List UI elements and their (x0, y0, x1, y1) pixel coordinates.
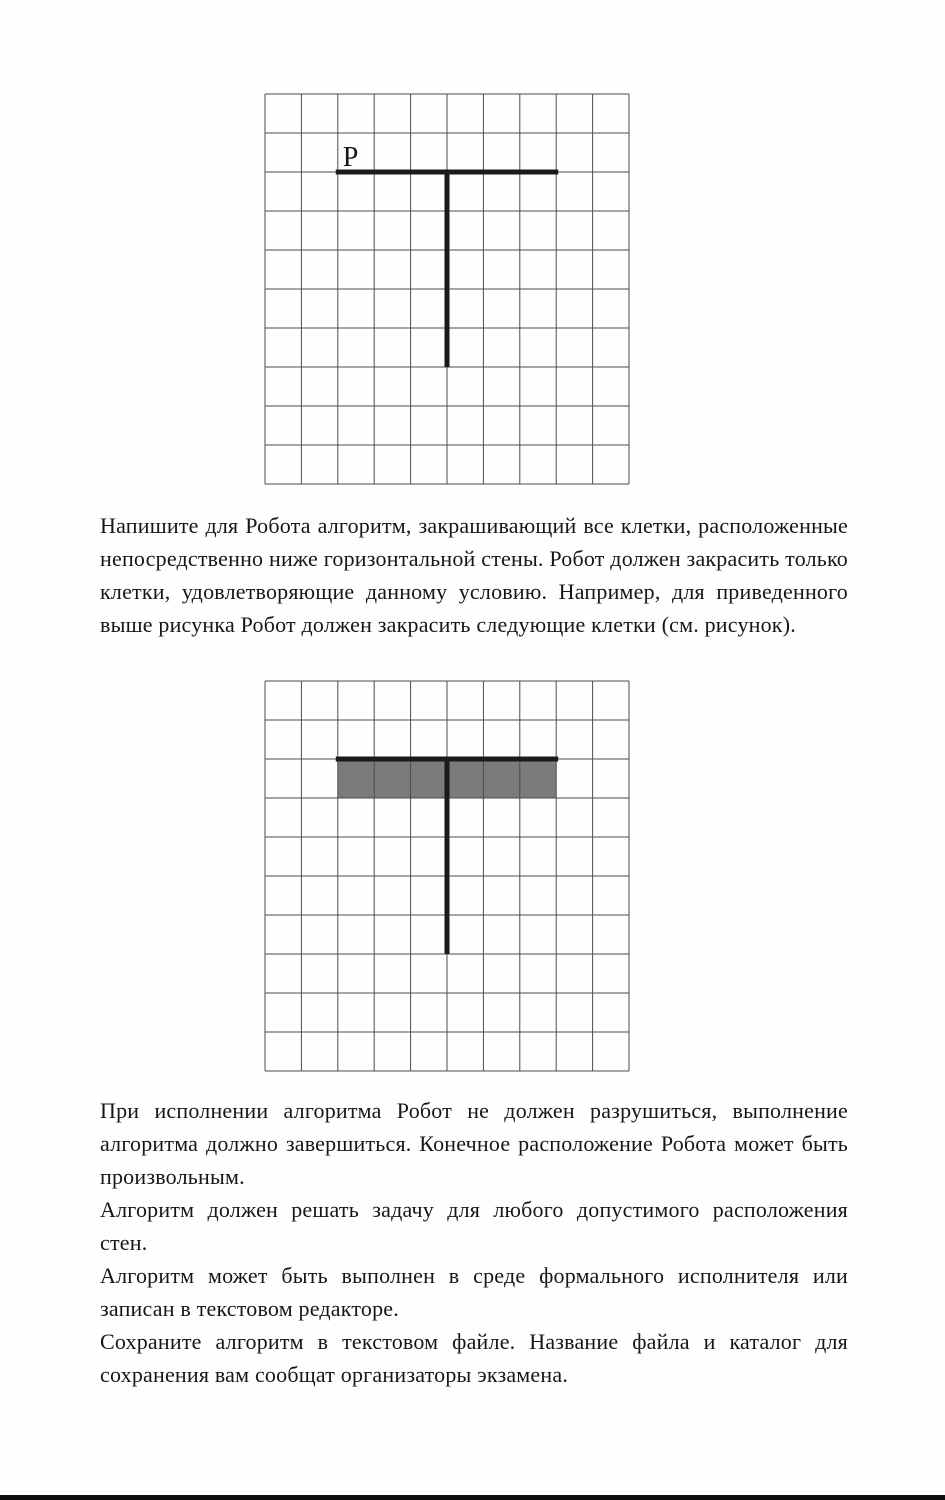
result-grid (264, 680, 630, 1072)
robot-field-initial (264, 93, 630, 485)
rule-environment: Алгоритм может быть выполнен в среде формального исполнителя или записан в текстовом редакторе. (100, 1263, 848, 1321)
robot-field-result (264, 680, 630, 1072)
rules-block (100, 1094, 848, 1391)
task-grid (264, 93, 630, 485)
page-bottom-edge (0, 1495, 945, 1500)
rule-save-file: Сохраните алгоритм в текстовом файле. Название файла и каталог для сохранения вам сообщат организаторы экзамена. (100, 1329, 848, 1387)
robot-label: Р (342, 142, 359, 173)
rule-any-walls: Алгоритм должен решать задачу для любого допустимого расположения стен. (100, 1197, 848, 1255)
task-description: Напишите для Робота алгоритм, закрашивающий все клетки, расположенные непосредственно ниже горизонтальной стены. Робот должен закрасить только клетки, удовлетворяющие данному условию. Например, для приведенного выше рисунка Робот должен закрасить следующие клетки (см. рисунок). (100, 513, 848, 637)
rule-no-crash: При исполнении алгоритма Робот не должен разрушиться, выполнение алгоритма должно завершиться. Конечное расположение Робота может быть произвольным. (100, 1098, 848, 1189)
